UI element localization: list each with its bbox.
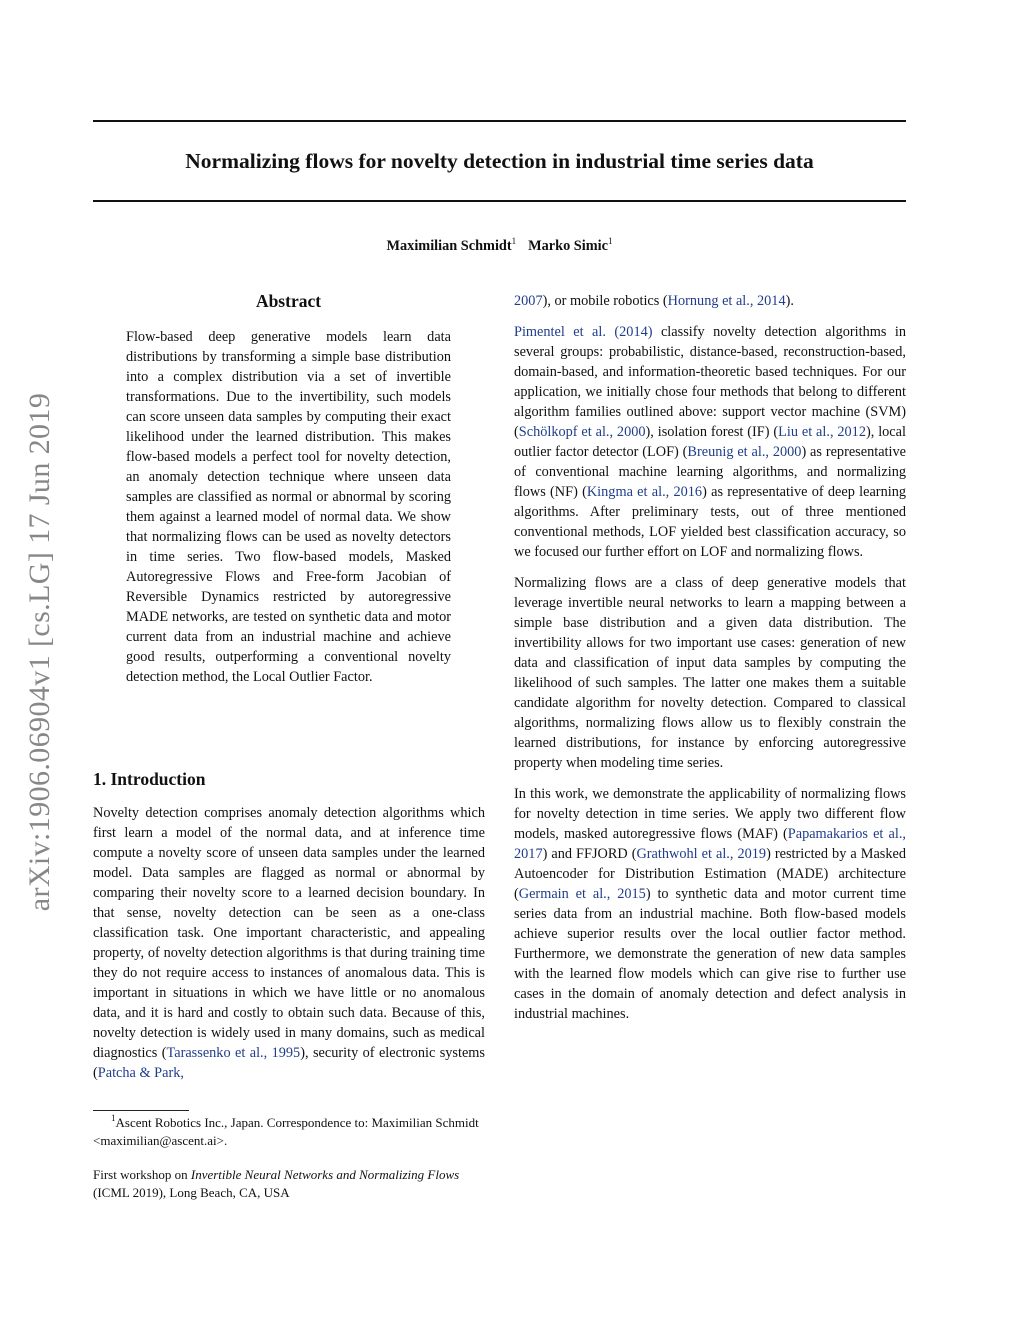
venue-prefix: First workshop on: [93, 1167, 191, 1182]
venue-suffix: (ICML 2019), Long Beach, CA, USA: [93, 1185, 290, 1200]
continued-paragraph: [514, 291, 906, 311]
abstract-section: [126, 290, 451, 687]
citation-link[interactable]: Germain et al., 2015: [518, 886, 646, 902]
contribution-paragraph: [514, 784, 906, 1024]
footnote-text: Ascent Robotics Inc., Japan. Correspondence to: Maximilian Schmidt <maximilian@ascent.ai>.: [93, 1115, 479, 1148]
right-column: [514, 291, 906, 1035]
paragraph-text: ), isolation forest (IF) (: [645, 424, 779, 440]
normalizing-flows-paragraph: Normalizing flows are a class of deep generative models that leverage invertible neural networks to learn a mapping between a simple base distribution and a given data distribution. The invertibility allows for two important use cases: generation of new data and classification of input data samples by computing the likelihood of such samples. The latter one makes them a suitable candidate algorithm for novelty detection. Compared to classical algorithms, normalizing flows allow us to flexibly constrain the learned distributions, for instance by enforcing autoregressive property when modeling time series.: [514, 575, 906, 771]
paragraph-text: ), local outlier factor detector (LOF) (: [514, 424, 906, 460]
author-name: Maximilian Schmidt: [386, 238, 512, 254]
venue-italic: Invertible Neural Networks and Normalizing Flows: [190, 1167, 460, 1182]
paragraph-text: ), security of electronic systems (: [93, 1045, 485, 1081]
citation-link[interactable]: Breunig et al., 2000: [687, 444, 802, 460]
paragraph-text: ) to synthetic data and motor current time series data from an industrial machine. Both flow-based models achieve superior results over the local outlier factor method. Furthermore, we demonstrate the generation of new data samples with the learned flow models which can give rise to further use cases in the domain of anomaly detection and defect analysis in industrial machines.: [514, 886, 906, 1022]
citation-link[interactable]: Patcha & Park,: [97, 1065, 184, 1081]
paragraph-text: In this work, we demonstrate the applicability of normalizing flows for novelty detection in time series. We apply two different flow models, masked autoregressive flows (MAF) (: [514, 786, 906, 842]
paragraph-text: ) as representative of deep learning algorithms. After preliminary tests, out of three mentioned conventional methods, LOF yielded best classification accuracy, so we focused our further effort on LOF and normalizing flows.: [514, 484, 906, 560]
paragraph-text: ) restricted by a Masked Autoencoder for Distribution Estimation (MADE) architecture (: [514, 846, 906, 902]
paragraph-text: ), or mobile robotics (: [542, 293, 668, 309]
paragraph-text: classify novelty detection algorithms in several groups: probabilistic, distance-based, reconstruction-based, domain-based, and information-theoretic based techniques. For our application, we initially chose four methods that belong to different algorithm families outlined above: support vector machine (SVM) (: [514, 324, 906, 440]
citation-link[interactable]: Pimentel et al. (2014): [514, 324, 653, 340]
footnote-mark: 1: [111, 1113, 116, 1123]
paragraph-text: ) and FFJORD (: [542, 846, 637, 862]
author-list: [93, 236, 906, 256]
intro-paragraph: [93, 803, 485, 1083]
citation-link[interactable]: Papamakarios et al., 2017: [514, 826, 906, 862]
introduction-section: [93, 768, 485, 1083]
venue-note: [93, 1166, 485, 1202]
citation-link[interactable]: Kingma et al., 2016: [586, 484, 703, 500]
citation-link[interactable]: Schölkopf et al., 2000: [518, 424, 646, 440]
abstract-text: Flow-based deep generative models learn data distributions by transforming a simple base distribution into a complex distribution via a set of invertible transformations. Due to the invertibility, such models can score unseen data samples by computing their exact likelihood under the learned distribution. This makes flow-based models a perfect tool for novelty detection, an anomaly detection technique where unseen data samples are classified as normal or abnormal by scoring them against a learned model of normal data. We show that normalizing flows can be used as novelty detectors in time series. Two flow-based models, Masked Autoregressive Flows and Free-form Jacobian of Reversible Dynamics restricted by autoregressive MADE networks, are tested on synthetic data and motor current data from an industrial machine and achieve good results, outperforming a conventional novelty detection method, the Local Outlier Factor.: [126, 329, 451, 685]
citation-link[interactable]: Grathwohl et al., 2019: [636, 846, 767, 862]
affiliation-footnote: [93, 1114, 485, 1150]
citation-link[interactable]: Liu et al., 2012: [778, 424, 866, 440]
paragraph-text: Novelty detection comprises anomaly detection algorithms which first learn a model of the normal data, and at inference time compute a novelty score of unseen data samples under the learned model. Data samples are flagged as normal or abnormal by comparing their novelty score to a learned decision boundary. In that sense, novelty detection can be seen as a one-class classification task. One important characteristic, and appealing property, of novelty detection algorithms is that during training time they do not require access to instances of anomalous data. This is important in situations in which we have little or no anomalous data, and it is hard and costly to obtain such data. Because of this, novelty detection is widely used in many domains, such as medical diagnostics (: [93, 805, 485, 1061]
author-name: Marko Simic: [528, 238, 608, 254]
methods-paragraph: [514, 322, 906, 562]
author-affiliation-mark: 1: [607, 236, 613, 246]
footnote-rule: [93, 1110, 189, 1111]
top-rule: [93, 120, 906, 122]
citation-link[interactable]: 2007: [514, 293, 543, 309]
paragraph-text: ) as representative of conventional machine learning algorithms, and normalizing flows (NF) (: [514, 444, 906, 500]
arxiv-side-stamp: arXiv:1906.06904v1 [cs.LG] 17 Jun 2019: [23, 392, 56, 912]
citation-link[interactable]: Hornung et al., 2014: [667, 293, 786, 309]
citation-link[interactable]: Tarassenko et al., 1995: [166, 1045, 301, 1061]
paper-title: Normalizing flows for novelty detection in industrial time series data: [185, 149, 814, 173]
section-heading-introduction: 1. Introduction: [93, 769, 206, 789]
author-affiliation-mark: 1: [511, 236, 517, 246]
paragraph-text: ).: [785, 293, 794, 309]
abstract-heading: Abstract: [255, 291, 322, 311]
title-bottom-rule: [93, 200, 906, 202]
